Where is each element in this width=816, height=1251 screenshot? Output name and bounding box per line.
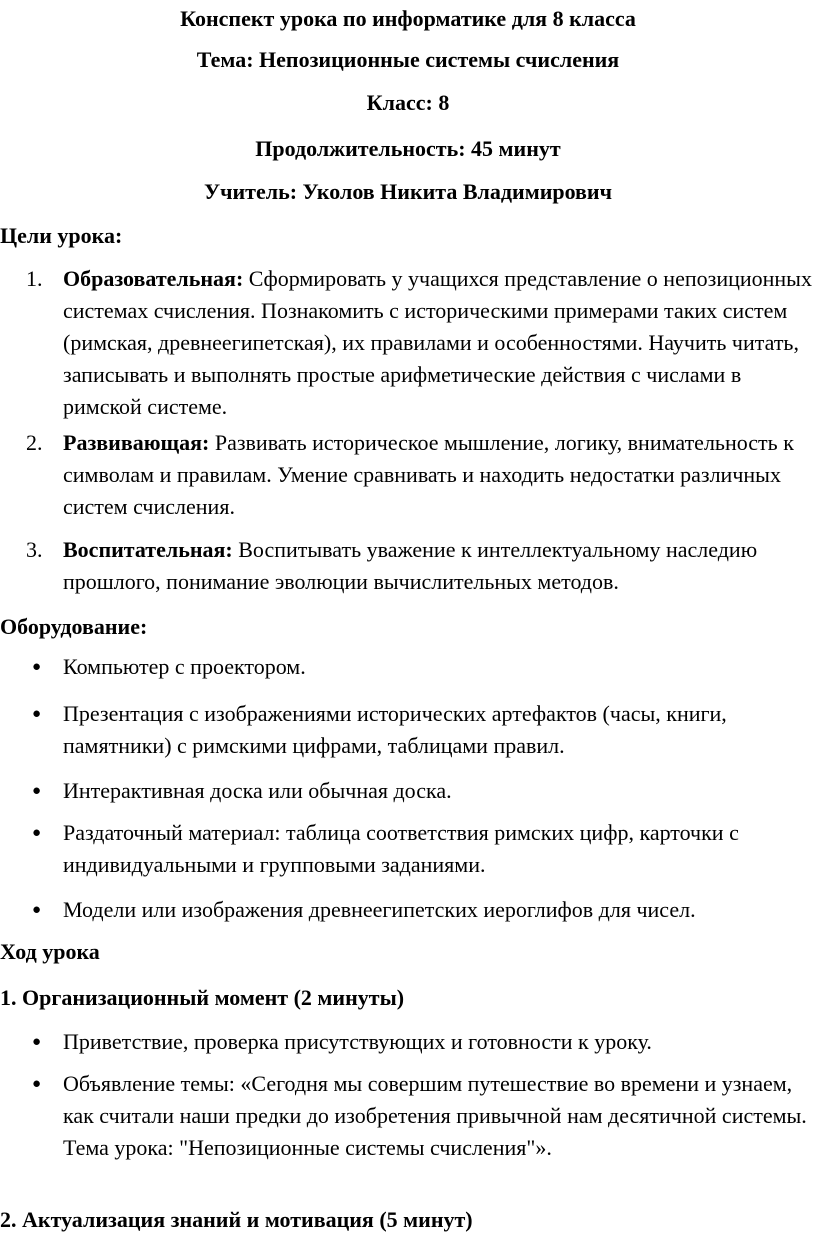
goal-text bbox=[63, 263, 814, 423]
equipment-text: Интерактивная доска или обычная доска. bbox=[63, 778, 452, 803]
document-title: Конспект урока по информатике для 8 класса bbox=[180, 6, 636, 31]
bullet-icon: ● bbox=[32, 659, 42, 675]
stage-2-heading: 2. Актуализация знаний и мотивация (5 минут) bbox=[0, 1207, 473, 1232]
bullet-icon: ● bbox=[32, 706, 42, 722]
list-number: 1. bbox=[26, 266, 43, 291]
list-number: 3. bbox=[26, 537, 43, 562]
equipment-heading: Оборудование: bbox=[0, 614, 148, 639]
lesson-grade: Класс: 8 bbox=[366, 90, 450, 115]
lesson-teacher: Учитель: Уколов Никита Владимирович bbox=[203, 179, 613, 204]
equipment-text: Презентация с изображениями исторических артефактов (часы, книги, памятники) с римскими цифрами, таблицами правил. bbox=[63, 701, 727, 758]
lesson-duration: Продолжительность: 45 минут bbox=[255, 136, 561, 161]
goal-label: Воспитательная: bbox=[63, 537, 233, 562]
goal-description: Развивать историческое мышление, логику, внимательность к символам и правилам. Умение сравнивать и находить недостатки различных систем счисления. bbox=[63, 430, 794, 519]
stage-text: Объявление темы: «Сегодня мы совершим путешествие во времени и узнаем, как считали наши предки до изобретения привычной нам десятичной системы. Тема урока: "Непозиционные системы счисления"». bbox=[63, 1071, 807, 1160]
goals-heading: Цели урока: bbox=[0, 223, 123, 248]
stage-1-heading: 1. Организационный момент (2 минуты) bbox=[0, 985, 405, 1010]
bullet-icon: ● bbox=[32, 825, 42, 841]
bullet-icon: ● bbox=[32, 1034, 42, 1050]
stage-text: Приветствие, проверка присутствующих и готовности к уроку. bbox=[63, 1029, 652, 1054]
goal-label: Образовательная: bbox=[63, 266, 244, 291]
goal-description: Воспитывать уважение к интеллектуальному наследию прошлого, понимание эволюции вычислительных методов. bbox=[63, 537, 758, 594]
lesson-topic: Тема: Непозиционные системы счисления bbox=[196, 47, 620, 72]
equipment-text: Раздаточный материал: таблица соответствия римских цифр, карточки с индивидуальными и групповыми заданиями. bbox=[63, 820, 739, 877]
bullet-icon: ● bbox=[32, 783, 42, 799]
bullet-icon: ● bbox=[32, 902, 42, 918]
bullet-icon: ● bbox=[32, 1076, 42, 1092]
goal-text bbox=[63, 534, 814, 598]
goal-description: Сформировать у учащихся представление о непозиционных системах счисления. Познакомить с историческими примерами таких систем (римская, древнеегипетская), их правилами и особенностями. Научить читать, записывать и выполнять простые арифметические действия с числами в римской системе. bbox=[63, 266, 812, 419]
goal-label: Развивающая: bbox=[63, 430, 210, 455]
list-number: 2. bbox=[26, 430, 43, 455]
lesson-progress-heading: Ход урока bbox=[0, 939, 100, 964]
equipment-text: Модели или изображения древнеегипетских иероглифов для чисел. bbox=[63, 897, 696, 922]
equipment-text: Компьютер с проектором. bbox=[63, 654, 306, 679]
goal-text bbox=[63, 427, 814, 523]
